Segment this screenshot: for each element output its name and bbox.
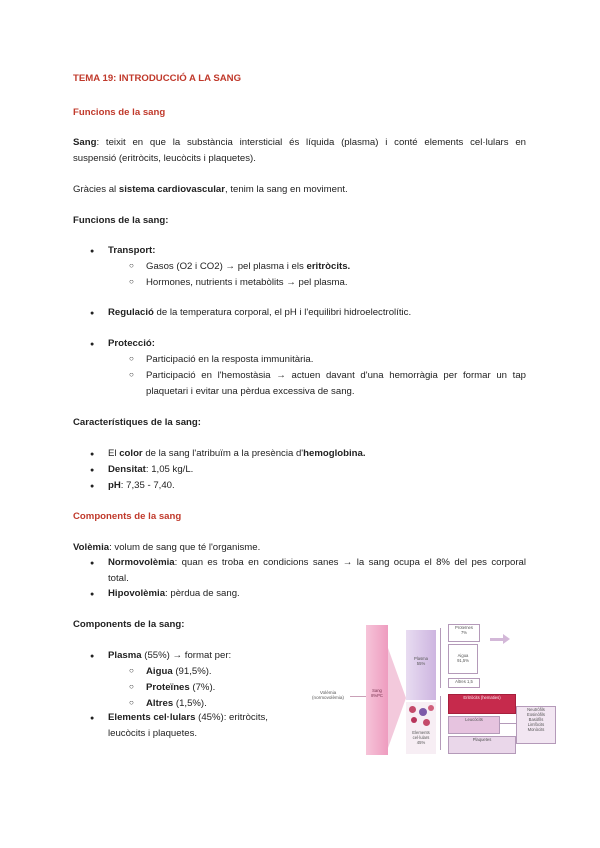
circle-bullet-icon: ○ xyxy=(129,261,134,270)
cv-post: , tenim la sang en moviment. xyxy=(225,184,348,195)
elements-item-line1 xyxy=(108,712,268,723)
connector-line xyxy=(499,723,516,724)
bullet-icon: ● xyxy=(90,451,95,458)
plasma-label: Plasma 55% xyxy=(414,656,428,666)
aigua-text: (91,5%). xyxy=(172,666,212,677)
bullet-icon: ● xyxy=(90,467,95,474)
bullet-icon: ● xyxy=(90,341,95,348)
ph-item xyxy=(108,480,175,491)
color-term: color xyxy=(119,448,143,459)
densitat-term: Densitat xyxy=(108,464,146,475)
arrow-right-icon xyxy=(503,634,510,644)
cardiovascular-line xyxy=(73,184,348,195)
aigua-term: Aigua xyxy=(146,666,173,677)
plasma-item xyxy=(108,650,231,661)
cv-term: sistema cardiovascular xyxy=(118,184,225,195)
proteccio-item-hemostasia-line1: Participació en l'hemostàsia → actuen davant d'una hemorràgia per formar un tap xyxy=(146,370,526,381)
elements-text: (45%): eritròcits, xyxy=(195,712,268,723)
aigua-item xyxy=(146,666,212,677)
color-pre: El xyxy=(108,448,120,459)
plasma-term: Plasma xyxy=(108,650,142,661)
sang-def-text: : teixit en que la substància intersticial és líquida (plasma) i conté elements cel·lulars en xyxy=(96,137,526,148)
eritrocits-box: Eritròcits (hematies) xyxy=(448,694,516,714)
densitat-text: : 1,05 kg/L. xyxy=(145,464,194,475)
section-heading-components: Components de la sang xyxy=(73,511,182,522)
volemia-line xyxy=(73,542,260,553)
bullet-icon: ● xyxy=(90,653,95,660)
volemia-term: Volèmia xyxy=(73,542,110,553)
altres-box: Altres 1,5 xyxy=(448,678,480,688)
sang-definition-line1 xyxy=(73,137,526,148)
hemoglobina-term: hemoglobina. xyxy=(303,448,366,459)
bullet-icon: ● xyxy=(90,560,95,567)
blood-composition-figure xyxy=(300,620,560,755)
page-title: TEMA 19: INTRODUCCIÓ A LA SANG xyxy=(73,73,242,84)
transport-item-hormones: Hormones, nutrients i metabòlits → pel plasma. xyxy=(146,277,348,288)
sang-definition-line2: suspensió (eritròcits, leucòcits i plaquetes). xyxy=(73,153,256,164)
altres-term: Altres xyxy=(146,698,174,709)
ph-text: : 7,35 - 7,40. xyxy=(120,480,175,491)
volemia-label: Volèmia (normovolèmia) xyxy=(312,690,344,700)
transport-item-gasos xyxy=(146,261,350,272)
connector-line xyxy=(350,696,366,697)
characteristics-heading: Característiques de la sang: xyxy=(73,417,201,428)
regulacio-term: Regulació xyxy=(108,307,154,318)
bullet-icon: ● xyxy=(90,715,95,722)
densitat-item xyxy=(108,464,193,475)
leucocits-box: Leucòcits xyxy=(448,716,500,734)
section-heading-funcions: Funcions de la sang xyxy=(73,107,166,118)
plaquetes-box: Plaquetes xyxy=(448,736,516,754)
altres-text: (1,5%). xyxy=(173,698,207,709)
proteines-box: Proteïnes 7% xyxy=(448,624,480,642)
bracket-shape xyxy=(388,648,406,748)
bullet-icon: ● xyxy=(90,591,95,598)
elements-bracket xyxy=(440,696,441,750)
bullet-icon: ● xyxy=(90,248,95,255)
normovolemia-text: : quan es troba en condicions sanes → la sang ocupa el 8% del pes corporal xyxy=(174,557,526,568)
regulacio-text: de la temperatura corporal, el pH i l'equilibri hidroelectrolític. xyxy=(153,307,412,318)
circle-bullet-icon: ○ xyxy=(129,682,134,691)
circle-bullet-icon: ○ xyxy=(129,277,134,286)
circle-bullet-icon: ○ xyxy=(129,370,134,379)
arrow-shaft xyxy=(490,638,504,641)
eritrocits-term: eritròcits. xyxy=(306,261,351,272)
circle-bullet-icon: ○ xyxy=(129,666,134,675)
gasos-text: Gasos (O2 i CO2) → pel plasma i els xyxy=(146,261,307,272)
sang-label: Sang 8%PC xyxy=(371,688,383,698)
hipovolemia-item xyxy=(108,588,240,599)
normovolemia-term: Normovolèmia xyxy=(108,557,175,568)
plasma-text: (55%) → format per: xyxy=(141,650,232,661)
plasma-bracket xyxy=(440,628,441,688)
components-heading: Components de la sang: xyxy=(73,619,185,630)
proteines-text: (7%). xyxy=(189,682,216,693)
cv-pre: Gràcies al xyxy=(73,184,119,195)
bullet-icon: ● xyxy=(90,483,95,490)
proteccio-item-immunitaria: Participació en la resposta immunitària. xyxy=(146,354,314,365)
transport-label: Transport: xyxy=(108,245,156,256)
volemia-text: : volum de sang que té l'organisme. xyxy=(109,542,261,553)
normovolemia-line2: total. xyxy=(108,573,129,584)
color-item xyxy=(108,448,365,459)
hipovolemia-text: : pèrdua de sang. xyxy=(165,588,240,599)
regulacio-item xyxy=(108,307,411,318)
proteines-term: Proteïnes xyxy=(146,682,190,693)
bullet-icon: ● xyxy=(90,310,95,317)
proteines-item xyxy=(146,682,215,693)
color-mid: de la sang l'atribuïm a la presència d' xyxy=(142,448,304,459)
sang-term: Sang xyxy=(73,137,97,148)
elements-label: Elements cel·lulars 45% xyxy=(412,730,430,745)
elements-item-line2: leucòcits i plaquetes. xyxy=(108,728,198,739)
elements-term: Elements cel·lulars xyxy=(108,712,196,723)
leucocits-types-box: Neutròfils Eosinòfils Basòfils Limfòcits Monòcits xyxy=(516,706,556,744)
ph-term: pH xyxy=(108,480,121,491)
proteccio-label: Protecció: xyxy=(108,338,155,349)
hipovolemia-term: Hipovolèmia xyxy=(108,588,166,599)
proteccio-item-hemostasia-line2: plaquetari i evitar una pèrdua excessiva de sang. xyxy=(146,386,355,397)
functions-heading: Funcions de la sang: xyxy=(73,215,169,226)
aigua-box: Aigua 91,5% xyxy=(448,644,478,674)
altres-item xyxy=(146,698,207,709)
circle-bullet-icon: ○ xyxy=(129,698,134,707)
circle-bullet-icon: ○ xyxy=(129,354,134,363)
normovolemia-line1 xyxy=(108,557,526,568)
